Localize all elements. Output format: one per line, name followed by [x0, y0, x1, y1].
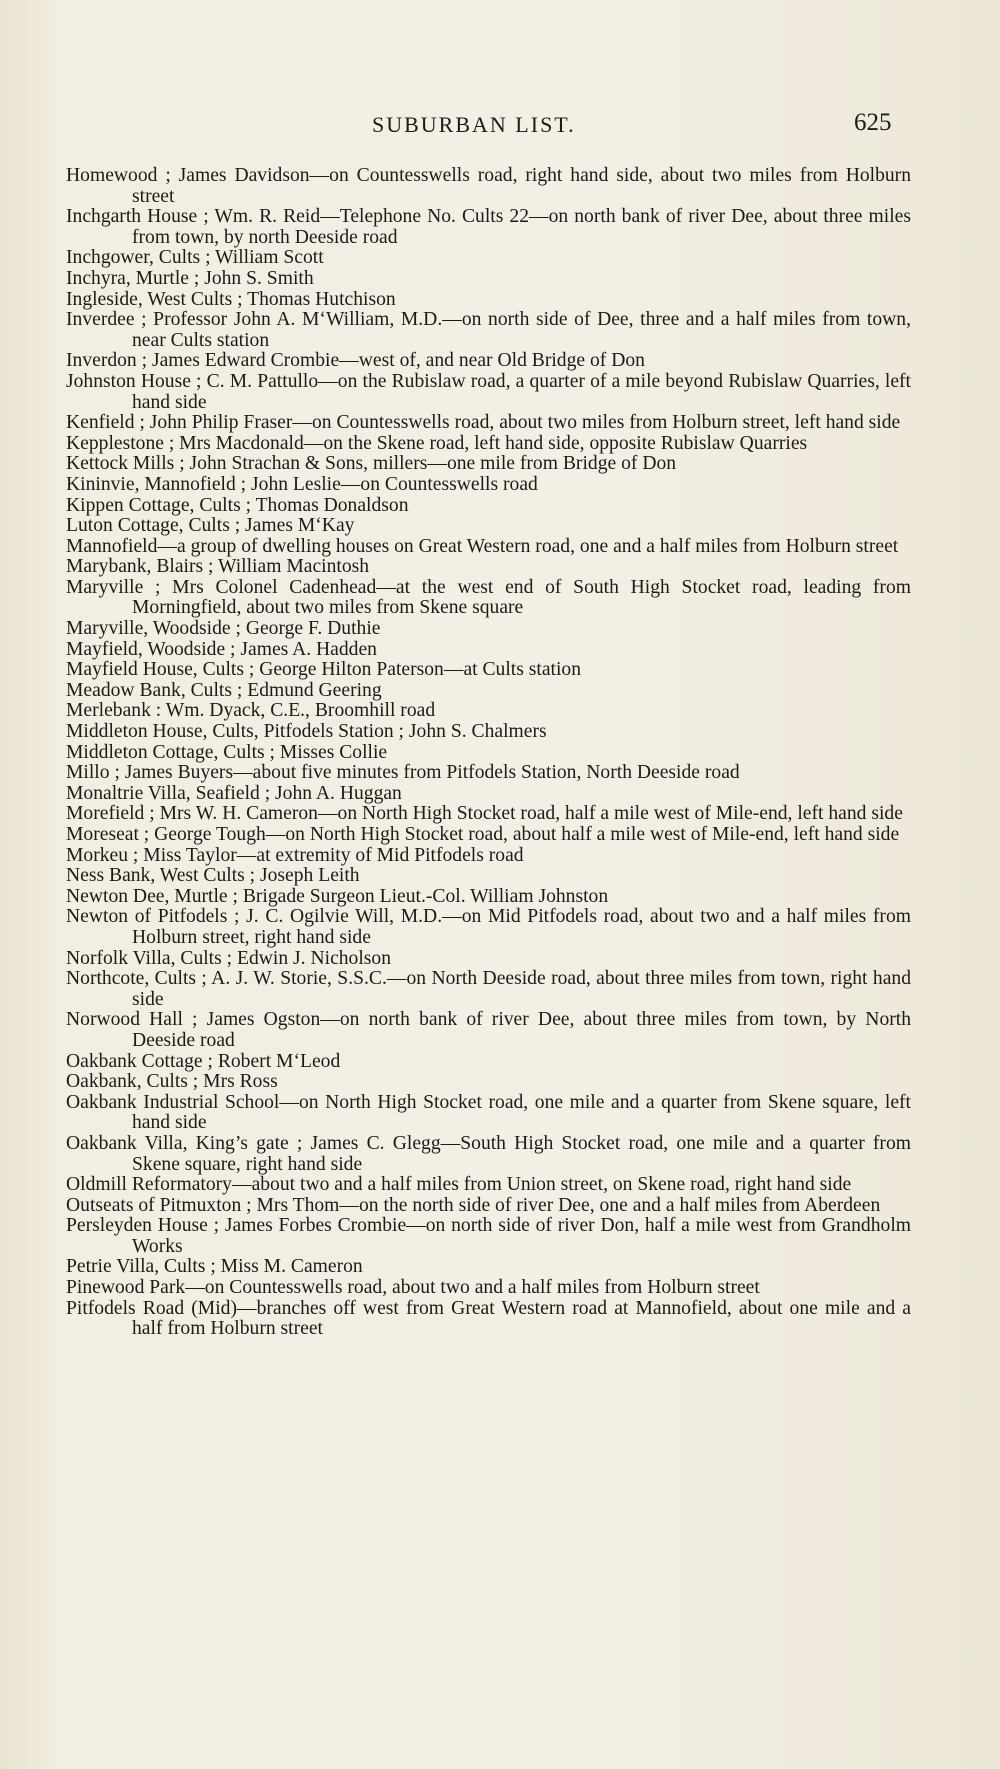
- list-item: Oldmill Reformatory—about two and a half miles from Union street, on Skene road, right hand side: [66, 1174, 852, 1196]
- list-item: Mayfield House, Cults ; George Hilton Paterson—at Cults station: [66, 659, 582, 681]
- list-item: Morefield ; Mrs W. H. Cameron—on North High Stocket road, half a mile west of Mile-end, left hand side: [66, 803, 903, 825]
- list-item: Pitfodels Road (Mid)—branches off west from Great Western road at Mannofield, about one mile and a half from Holburn street: [66, 1297, 911, 1340]
- list-item: Inchgower, Cults ; William Scott: [66, 247, 324, 269]
- list-item: Merlebank : Wm. Dyack, C.E., Broomhill road: [66, 700, 436, 722]
- list-item: Meadow Bank, Cults ; Edmund Geering: [66, 679, 382, 701]
- list-item: Millo ; James Buyers—about five minutes from Pitfodels Station, North Deeside road: [66, 762, 740, 784]
- list-item: Homewood ; James Davidson—on Countesswells road, right hand side, about two miles from Holburn street: [66, 165, 911, 207]
- list-item: Inchgarth House ; Wm. R. Reid—Telephone No. Cults 22—on north bank of river Dee, about three miles from town, by north Deeside road: [66, 206, 911, 248]
- list-item: Marybank, Blairs ; William Macintosh: [66, 556, 370, 578]
- list-item: Newton Dee, Murtle ; Brigade Surgeon Lieut.-Col. William Johnston: [66, 885, 609, 907]
- list-item: Moreseat ; George Tough—on North High Stocket road, about half a mile west of Mile-end, left hand side: [66, 824, 900, 845]
- list-item: Kininvie, Mannofield ; John Leslie—on Countesswells road: [66, 473, 538, 495]
- list-item: Newton of Pitfodels ; J. C. Ogilvie Will, M.D.—on Mid Pitfodels road, about two and a half miles from Holburn street, right hand side: [66, 906, 911, 948]
- list-item: Johnston House ; C. M. Pattullo—on the Rubislaw road, a quarter of a mile beyond Rubislaw Quarries, left hand side: [66, 370, 911, 413]
- list-item: Kettock Mills ; John Strachan & Sons, millers—one mile from Bridge of Don: [66, 453, 677, 475]
- list-item: Outseats of Pitmuxton ; Mrs Thom—on the north side of river Dee, one and a half miles from Aberdeen: [66, 1194, 881, 1216]
- running-title: SUBURBAN LIST.: [372, 112, 576, 137]
- list-item: Inverdee ; Professor John A. M‘William, M.D.—on north side of Dee, three and a half miles from town, near Cults station: [66, 309, 911, 351]
- list-item: Kippen Cottage, Cults ; Thomas Donaldson: [66, 494, 409, 516]
- list-item: Inverdon ; James Edward Crombie—west of, and near Old Bridge of Don: [66, 350, 645, 372]
- list-item: Middleton House, Cults, Pitfodels Station ; John S. Chalmers: [66, 721, 547, 743]
- list-item: Mayfield, Woodside ; James A. Hadden: [66, 638, 377, 660]
- list-item: Pinewood Park—on Countesswells road, about two and a half miles from Holburn street: [66, 1277, 760, 1299]
- list-item: Norwood Hall ; James Ogston—on north bank of river Dee, about three miles from town, by North Deeside road: [66, 1009, 911, 1051]
- list-item: Ness Bank, West Cults ; Joseph Leith: [66, 865, 360, 887]
- page-number: 625: [854, 109, 892, 136]
- list-item: Oakbank, Cults ; Mrs Ross: [66, 1071, 278, 1093]
- list-item: Oakbank Cottage ; Robert M‘Leod: [66, 1050, 341, 1072]
- list-item: Maryville, Woodside ; George F. Duthie: [66, 618, 381, 640]
- page-header: [0, 109, 1000, 142]
- list-item: Morkeu ; Miss Taylor—at extremity of Mid Pitfodels road: [66, 844, 524, 866]
- list-item: Persleyden House ; James Forbes Crombie—on north side of river Don, half a mile west from Grandholm Works: [66, 1215, 911, 1257]
- list-item: Petrie Villa, Cults ; Miss M. Cameron: [66, 1256, 363, 1278]
- list-item: Kepplestone ; Mrs Macdonald—on the Skene road, left hand side, opposite Rubislaw Quarries: [66, 432, 808, 454]
- directory-list: [66, 166, 911, 1340]
- list-item: Mannofield—a group of dwelling houses on Great Western road, one and a half miles from Holburn street: [66, 535, 899, 557]
- list-item: Luton Cottage, Cults ; James M‘Kay: [66, 515, 355, 537]
- list-item: Norfolk Villa, Cults ; Edwin J. Nicholson: [66, 947, 392, 969]
- list-item: Middleton Cottage, Cults ; Misses Collie: [66, 741, 388, 763]
- list-item: Inchyra, Murtle ; John S. Smith: [66, 267, 314, 289]
- list-item: Kenfield ; John Philip Fraser—on Countesswells road, about two miles from Holburn street, left hand side: [66, 412, 901, 434]
- list-item: Northcote, Cults ; A. J. W. Storie, S.S.C.—on North Deeside road, about three miles from town, right hand side: [66, 968, 911, 1010]
- list-item: Monaltrie Villa, Seafield ; John A. Huggan: [66, 782, 402, 804]
- list-item: Oakbank Villa, King’s gate ; James C. Glegg—South High Stocket road, one mile and a quarter from Skene square, right hand side: [66, 1132, 911, 1175]
- list-item: Maryville ; Mrs Colonel Cadenhead—at the west end of South High Stocket road, leading from Morningfield, about two miles from Skene square: [66, 576, 911, 619]
- list-item: Ingleside, West Cults ; Thomas Hutchison: [66, 288, 396, 310]
- list-item: Oakbank Industrial School—on North High Stocket road, one mile and a quarter from Skene square, left hand side: [66, 1091, 911, 1134]
